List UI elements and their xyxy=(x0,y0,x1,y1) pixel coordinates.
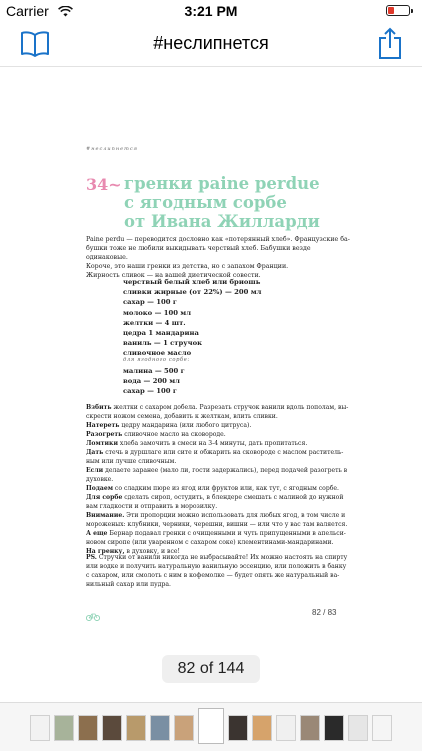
running-head: #неслипнется xyxy=(86,146,138,152)
thumbnail[interactable] xyxy=(372,715,392,741)
step-line: Разогреть сливочное масло на сковороде. xyxy=(86,431,226,438)
recipe-title-line: гренки paine perdue xyxy=(124,174,320,193)
ingredient-item: сахар — 100 г xyxy=(123,298,178,307)
thumbnail[interactable] xyxy=(150,715,170,741)
ingredient-item: малина — 500 г xyxy=(123,367,185,375)
intro-line: бушки тоже не любили выкидывать черствый хлеб. Бабушки везде одинаковые. xyxy=(86,245,311,261)
ps-line: или водке и получить натуральную ванильную эссенцию, или положить в банку xyxy=(86,563,347,570)
step-line: ным или лучше сливочным. xyxy=(86,458,177,465)
step-line: Подаем со сладким пюре из ягод или фруктов или, как тут, с ягодным сорбе. xyxy=(86,485,339,492)
ingredient-item: вода — 200 мл xyxy=(123,377,180,386)
step-line: Ломтики хлеба замочить в смеси на 3-4 минуты, дать пропитаться. xyxy=(86,440,308,447)
ingredient-item: молоко — 100 мл xyxy=(123,308,191,317)
thumbnail[interactable] xyxy=(276,715,296,741)
ingredient-item: сахар — 100 г xyxy=(123,387,178,396)
intro-line: Короче, это наши гренки из детства, но с запахом Франции. xyxy=(86,263,289,270)
intro-line: Жирность сливок — на вашей диетической совести. xyxy=(86,272,261,279)
recipe-title-line: от Ивана Жилларди xyxy=(124,212,320,231)
thumbnail[interactable] xyxy=(300,715,320,741)
step-line: Взбить желтки с сахаром добела. Разрезать стручок ванили вдоль пополам, вы- xyxy=(86,404,349,411)
navigation-bar xyxy=(0,22,422,67)
thumbnail-current[interactable] xyxy=(198,708,224,744)
sorbet-subtitle: для ягодного сорбе: xyxy=(123,357,190,363)
thumbnail[interactable] xyxy=(348,715,368,741)
ingredient-item: ваниль — 1 стручок xyxy=(123,339,203,348)
recipe-steps xyxy=(86,403,358,556)
ingredient-item: цедра 1 мандарина xyxy=(123,329,199,338)
status-bar xyxy=(0,0,422,22)
recipe-title-line: с ягодным сорбе xyxy=(124,193,287,212)
carrier-label: Carrier xyxy=(6,3,49,19)
thumbnail[interactable] xyxy=(30,715,50,741)
thumbnail[interactable] xyxy=(324,715,344,741)
recipe-number: 34~ xyxy=(86,175,122,194)
recipe-title xyxy=(124,174,364,231)
step-line: духовке. xyxy=(86,476,114,483)
thumbnail[interactable] xyxy=(126,715,146,741)
thumbnail[interactable] xyxy=(252,715,272,741)
ingredient-item: сливочное масло xyxy=(123,349,192,358)
thumbnail[interactable] xyxy=(228,715,248,741)
step-line: мороженых: клубники, черники, черешни, вишни — или что у вас там валяется. xyxy=(86,521,348,528)
step-line: А еще Бернар подавал гренки с очищенными и чуть припущенными в апельси- xyxy=(86,530,346,537)
step-line: На гренку, в духовку, и все! xyxy=(86,548,180,555)
step-line: Внимание. Эти пропорции можно использовать для любых ягод, в том числе и xyxy=(86,512,346,519)
postscript xyxy=(86,553,358,589)
ingredient-item: сливки жирные (от 22%) — 200 мл xyxy=(123,288,262,297)
battery-icon xyxy=(386,5,410,16)
recipe-intro xyxy=(86,235,351,280)
step-line: вам гладкости и отправить в морозилку. xyxy=(86,503,218,510)
ingredient-list xyxy=(123,277,261,359)
ingredient-item: черствый белый хлеб или бриошь xyxy=(123,278,261,286)
ps-line: с сахаром, или смолоть с ним в кофемолке — будет опять же натуральный ва- xyxy=(86,572,340,579)
step-line: новом сиропе (или уваренном с сахаром соке) клементинами-мандаринами. xyxy=(86,539,334,546)
thumbnail[interactable] xyxy=(102,715,122,741)
share-icon[interactable] xyxy=(378,26,402,65)
intro-line: Paine perdu — переводится дословно как «потерянный хлеб». Французские ба- xyxy=(86,236,350,243)
ingredient-item: желтки — 4 шт. xyxy=(123,318,186,327)
nav-title: #неслипнется xyxy=(153,33,269,53)
clock: 3:21 PM xyxy=(184,3,238,19)
step-line: скрести ножом семена, добавить к желткам, влить сливки. xyxy=(86,413,278,420)
book-page[interactable] xyxy=(0,67,422,647)
bicycle-icon xyxy=(86,608,100,626)
thumbnail[interactable] xyxy=(54,715,74,741)
sorbet-ingredient-list xyxy=(123,366,185,397)
step-line: Дать стечь в дуршлаге или сите и обжарить на сковороде с маслом раститель- xyxy=(86,449,344,456)
ps-line: PS. Стручки от ванили никогда не выбрасывайте! Их можно настоять на спирту xyxy=(86,554,348,561)
step-line: Натереть цедру мандарина (или любого цитруса). xyxy=(86,422,252,429)
thumbnail[interactable] xyxy=(78,715,98,741)
step-line: Для сорбе сделать сироп, остудить, в блендере смешать с малиной до нужной xyxy=(86,494,344,501)
page-counter: 82 of 144 xyxy=(162,655,260,683)
thumbnail-strip[interactable] xyxy=(0,702,422,751)
step-line: Если делаете заранее (мало ли, гости задержались), перед подачей разогреть в xyxy=(86,467,348,474)
ps-line: нильный сахар или пудра. xyxy=(86,581,171,588)
page-folio: 82 / 83 xyxy=(312,608,337,617)
thumbnail[interactable] xyxy=(174,715,194,741)
